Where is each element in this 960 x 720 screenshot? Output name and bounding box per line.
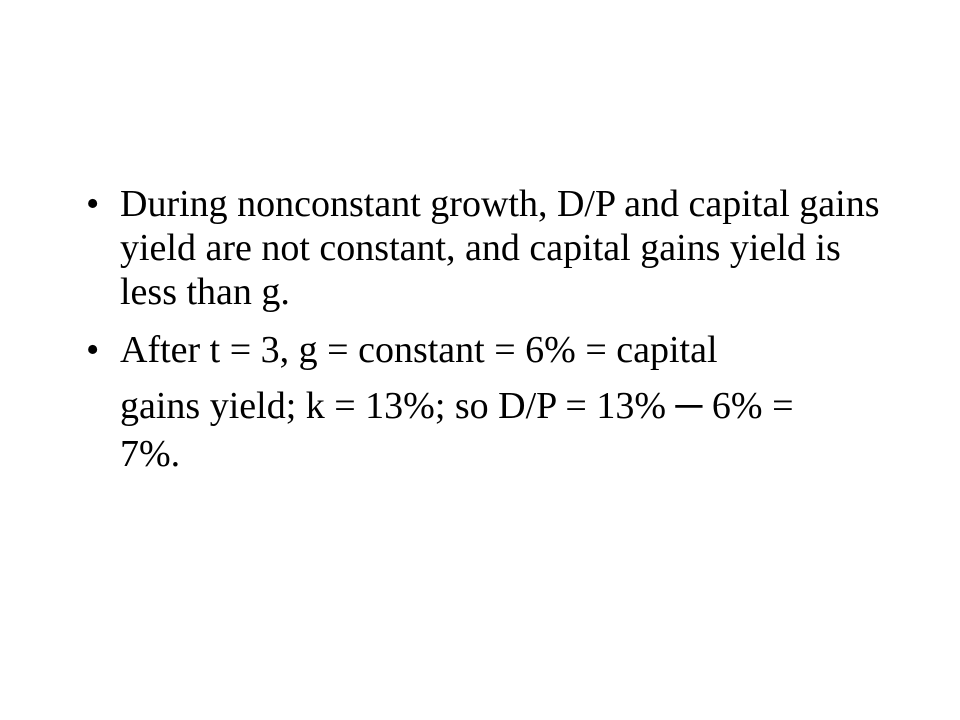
bullet-marker: • [86,183,100,225]
bullet-item-after-t3 [82,328,882,476]
bullet-text-line: 7%. [120,433,181,475]
bullet-text: During nonconstant growth, D/P and capital gains yield are not constant, and capital gains yield is less than g. [120,183,880,313]
bullet-marker: • [86,329,100,371]
bullet-text-line: gains yield; k = 13%; so D/P = 13% ─ 6% = [120,385,794,427]
bullet-list [82,182,882,490]
bullet-text-line: After t = 3, g = constant = 6% = capital [120,329,718,371]
bullet-item-nonconstant-growth [82,182,882,314]
